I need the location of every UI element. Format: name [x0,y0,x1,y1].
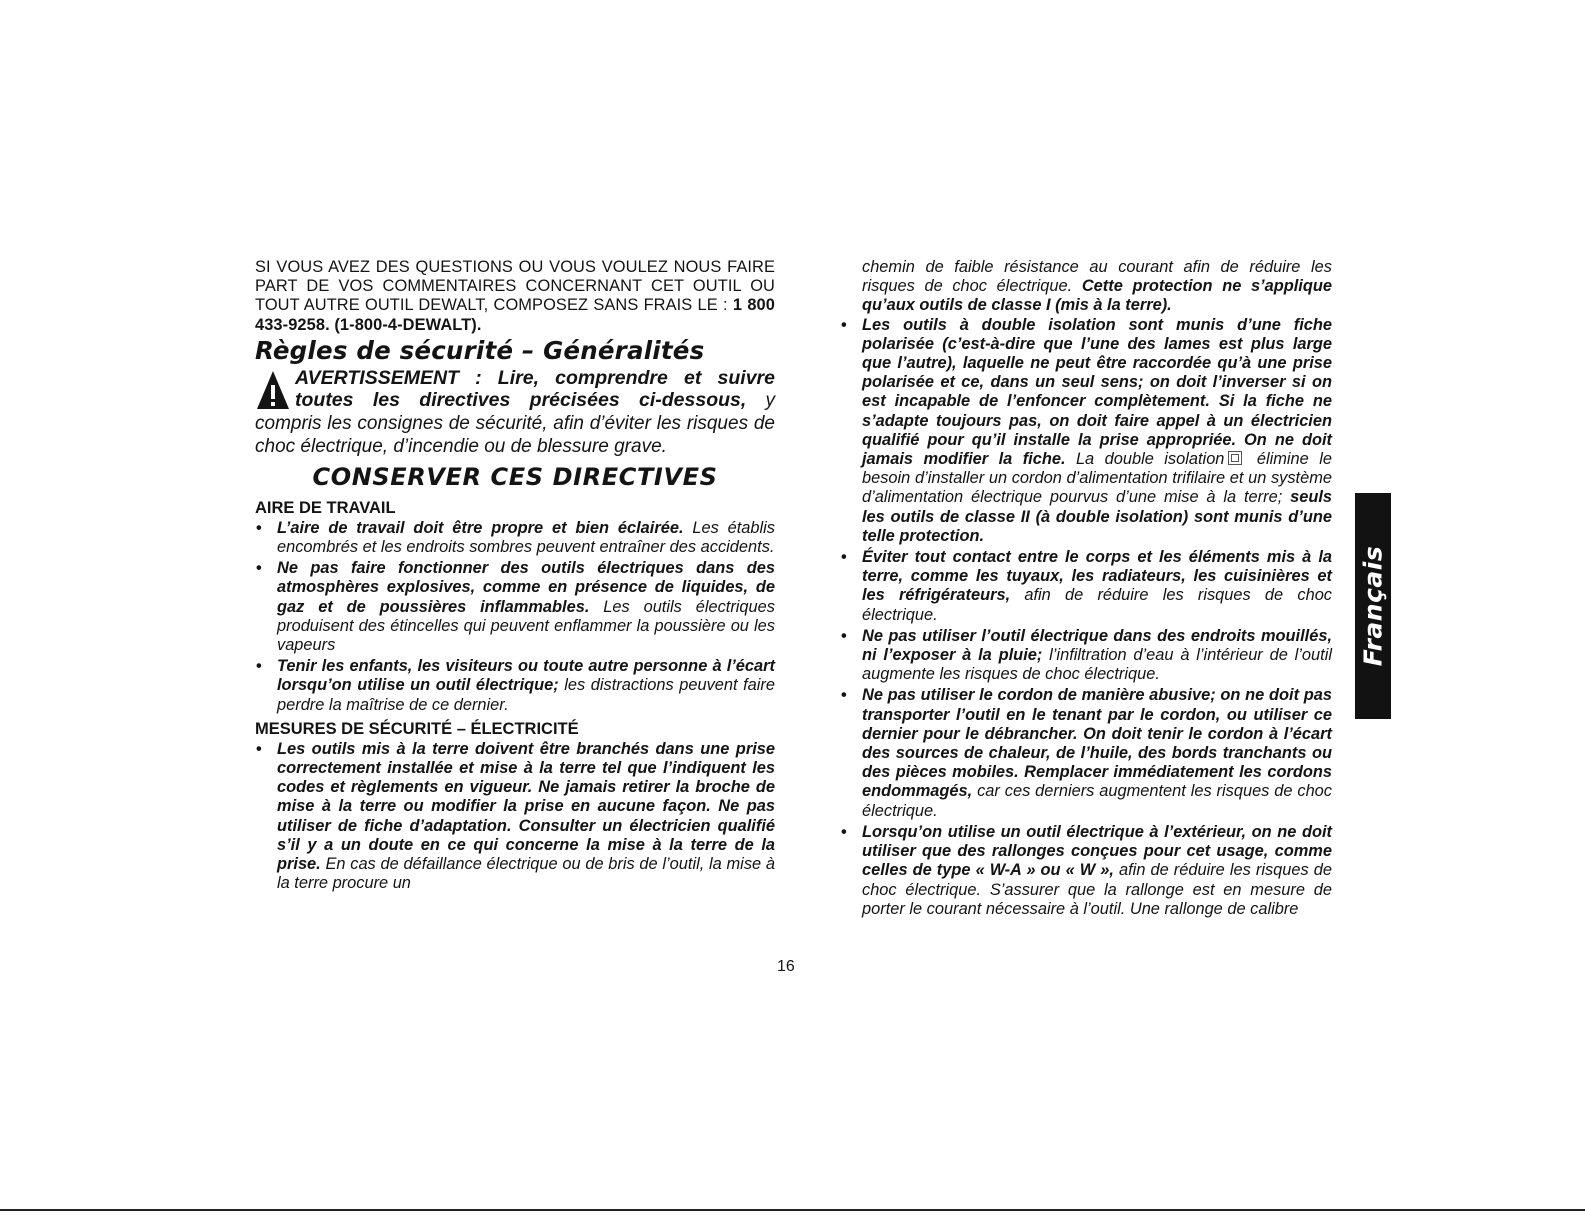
list-item [840,686,1332,820]
brand-name: DEWALT [418,296,484,315]
bullet-icon: • [256,518,262,537]
item-tail: car ces derniers augmentent les risques de choc électrique. [862,782,1332,820]
conserve-heading: CONSERVER CES DIRECTIVES [312,462,718,491]
bullet-icon: • [841,626,847,645]
language-tab-label: Français [1358,545,1388,667]
phone-number: 1 800 433-9258. (1-800-4-DEWALT). [255,296,775,334]
item-lead: Ne pas utiliser l’outil électrique dans des endroits mouillés, ni l’exposer à la pluie; [862,626,1332,665]
work-area-heading: AIRE DE TRAVAIL [255,498,396,517]
electric-heading: MESURES DE SÉCURITÉ – ÉLECTRICITÉ [255,719,579,738]
item-tail: les distractions peuvent faire perdre la maîtrise de ce dernier. [277,676,775,714]
item-lead: Éviter tout contact entre le corps et les éléments mis à la terre, comme les tuyaux, les radiateurs, les cuisinières et les réfrigérateurs, [862,548,1332,605]
bottom-rule [0,1209,1585,1211]
intro-text-2: , COMPOSEZ SANS FRAIS LE : [483,296,733,315]
right-list [840,316,1332,919]
bullet-icon: • [841,822,847,841]
item-tail: En cas de défaillance électrique ou de bris de l’outil, la mise à la terre procure un [277,855,775,893]
item-tail-bold: seuls les outils de classe II (à double isolation) sont munis d’une telle protection. [862,488,1333,545]
left-column [255,258,775,895]
list-item [840,627,1332,685]
language-tab [1355,493,1391,719]
list-item [255,657,775,715]
list-item [840,548,1332,625]
item-lead: Les outils mis à la terre doivent être branchés dans une prise correctement installée et mise à la terre tel que l’indiquent les codes et règlements en vigueur. Ne jamais retirer la broche de mise à la terre ou modifier la prise en aucune façon. Ne pas utiliser de fiche d’adaptation. Consulter un électricien qualifié s’il y a un doute en ce qui concerne la mise à la terre de la prise. [277,739,775,874]
bullet-icon: • [841,686,847,705]
item-lead: Les outils à double isolation sont munis d’une fiche polarisée (c’est-à-dire que l’une des lames est plus large que l’autre), laquelle ne peut être raccordée qu’à une prise polarisée et ce, dans un seul sens; on doit l’inverser si on est incapable de l’enfoncer complètement. Si la fiche ne s’adapte toujours pas, on doit faire appel à un électricien qualifié pour qu’il installe la prise appropriée. On ne doit jamais modifier la fiche. [862,315,1332,469]
double-insulation-icon [1228,451,1242,465]
list-item [255,559,775,655]
warning-block [255,367,775,458]
warning-triangle-icon [255,367,291,411]
electric-list [255,740,775,894]
bullet-icon: • [256,657,262,676]
item-tail: l’infiltration d’eau à l’intérieur de l’outil augmente les risques de choc électrique. [862,646,1332,684]
continuation-paragraph [840,258,1332,316]
intro-text: SI VOUS AVEZ DES QUESTIONS OU VOUS VOULEZ NOUS FAIRE PART DE VOS COMMENTAIRES CONCERNANT CET OUTIL OU TOUT AUTRE OUTIL [255,258,775,315]
section-title: Règles de sécurité – Généralités [255,335,705,365]
item-lead: L’aire de travail doit être propre et bien éclairée. [277,518,684,537]
item-lead: Tenir les enfants, les visiteurs ou toute autre personne à l’écart lorsqu’on utilise un outil électrique; [277,657,775,695]
bullet-icon: • [841,315,847,334]
work-area-list [255,519,775,715]
item-lead: Ne pas faire fonctionner des outils électriques dans des atmosphères explosives, comme en présence de liquides, de gaz et de poussières inflammables. [277,559,775,616]
item-tail: La double isolation [1065,450,1225,469]
item-tail: Les outils électriques produisent des étincelles qui peuvent enflammer la poussière ou les vapeurs [277,597,775,655]
item-tail: afin de réduire les risques de choc électrique. S’assurer que la rallonge est en mesure de porter le courant nécessaire à l’outil. Une rallonge de calibre [862,861,1332,918]
bullet-icon: • [256,739,262,758]
list-item [840,316,1332,546]
item-lead: Ne pas utiliser le cordon de manière abusive; on ne doit pas transporter l’outil en le tenant par le cordon, ou utiliser ce dernier pour le débrancher. On doit tenir le cordon à l’écart des sources de chaleur, de l’huile, des bords tranchants ou des pièces mobiles. Remplacer immédiatement les cordons endommagés, [862,686,1332,801]
bullet-icon: • [841,548,847,567]
item-tail-2: élimine le besoin d’installer un cordon d’alimentation trifilaire et un système d’alimentation électrique pourvus d’une mise à la terre; [862,450,1332,507]
item-tail: Les établis encombrés et les endroits sombres peuvent entraîner des accidents. [277,518,775,557]
intro-paragraph [255,258,775,335]
list-item [255,740,775,894]
list-item [255,519,775,557]
page-number: 16 [777,958,795,975]
warning-lead: AVERTISSEMENT : Lire, comprendre et suivre toutes les directives précisées ci-dessous, [295,366,775,411]
item-lead: Lorsqu’on utilise un outil électrique à l’extérieur, on ne doit utiliser que des rallonges conçues pour cet usage, comme celles de type « W-A » ou « W », [862,822,1332,880]
bullet-icon: • [256,559,262,578]
item-tail: afin de réduire les risques de choc électrique. [862,586,1333,624]
right-column [840,258,1332,921]
continuation-bold: Cette protection ne s’applique qu’aux outils de classe I (mis à la terre). [862,277,1333,315]
list-item [840,823,1332,919]
warning-rest: y compris les consignes de sécurité, afin d’éviter les risques de choc électrique, d’incendie ou de blessure grave. [255,389,775,457]
continuation-text: chemin de faible résistance au courant afin de réduire les risques de choc électrique. [862,258,1332,296]
